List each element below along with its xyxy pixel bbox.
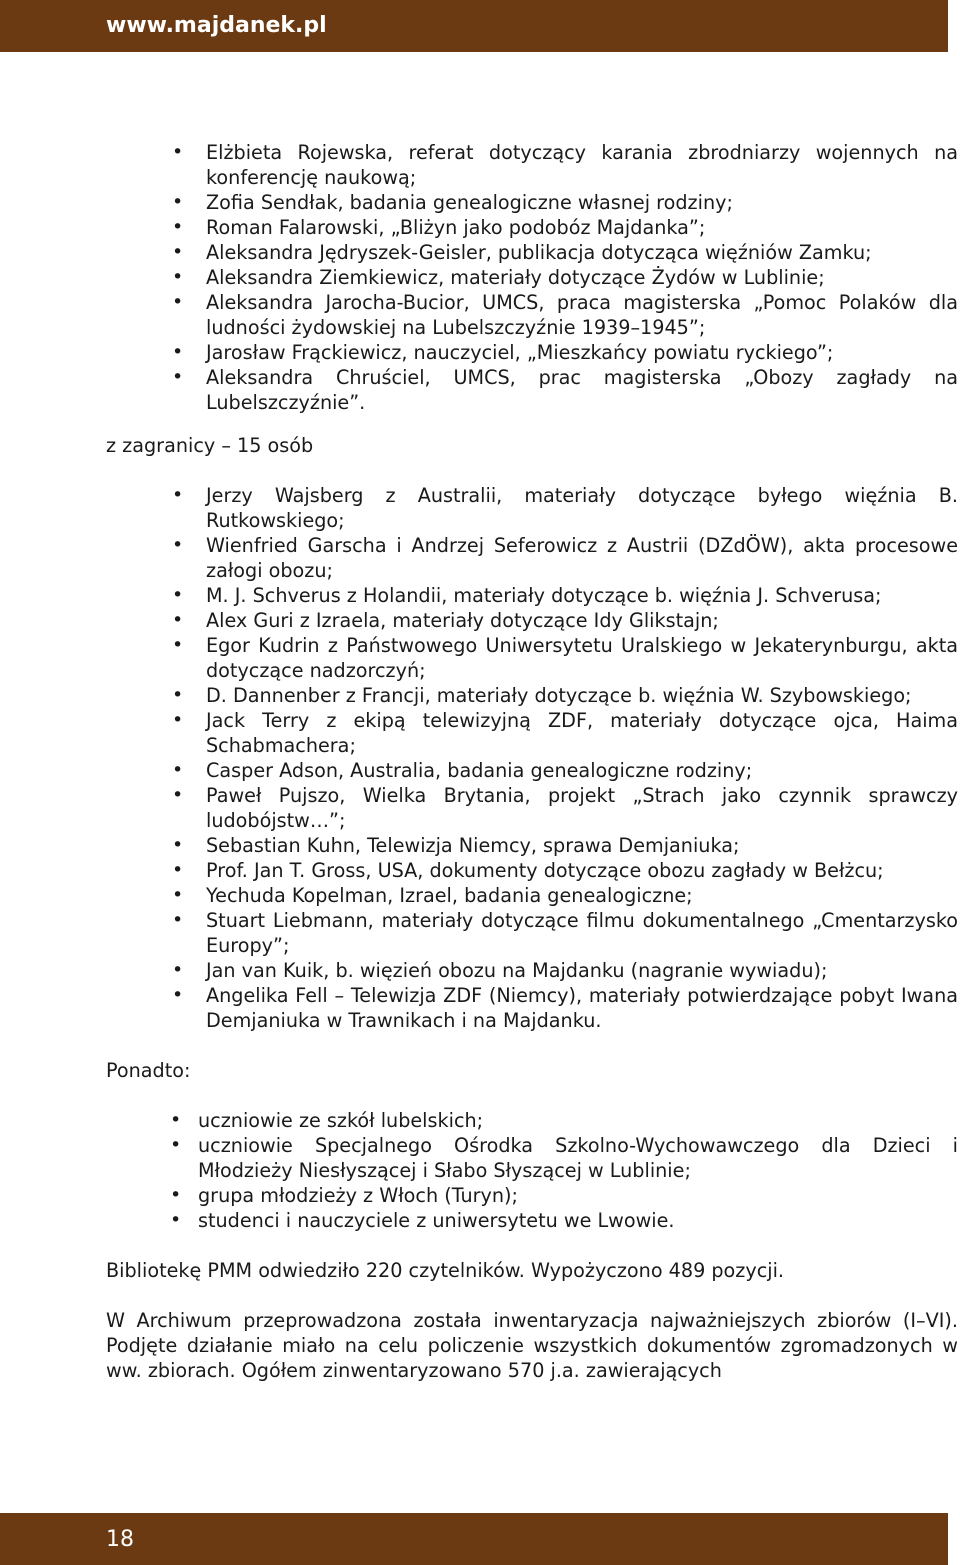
archive-paragraph: W Archiwum przeprowadzona została inwentaryzacja najważniejszych zbiorów (I–VI). Podjęte działanie miało na celu policzenie wszystkich dokumentów zgromadzonych w ww. zbiorach. Ogółem zinwentaryzowano 570 j.a. zawierających (106, 1309, 958, 1382)
list-item: • Aleksandra Jarocha-Bucior, UMCS, praca magisterska „Pomoc Polaków dla ludności żydowskiej na Lubelszczyźnie 1939–1945”; (106, 290, 958, 340)
foreign-researchers-list (106, 483, 958, 1033)
list-item: • uczniowie Specjalnego Ośrodka Szkolno-Wychowawczego dla Dzieci i Młodzieży Niesłyszącej i Słabo Słyszącej w Lublinie; (106, 1133, 958, 1183)
list-item: • uczniowie ze szkół lubelskich; (106, 1108, 958, 1133)
list-item: • Casper Adson, Australia, badania genealogiczne rodziny; (106, 758, 958, 783)
besides-heading: Ponadto: (106, 1059, 191, 1082)
list-item: • Alex Guri z Izraela, materiały dotyczące Idy Glikstajn; (106, 608, 958, 633)
page-content (106, 140, 958, 1383)
list-item: • M. J. Schverus z Holandii, materiały dotyczące b. więźnia J. Schverusa; (106, 583, 958, 608)
page-number: 18 (106, 1527, 134, 1552)
list-item: • Aleksandra Chruściel, UMCS, prac magisterska „Obozy zagłady na Lubelszczyźnie”. (106, 365, 958, 415)
list-item: • Wienfried Garscha i Andrzej Seferowicz z Austrii (DZdÖW), akta procesowe załogi obozu; (106, 533, 958, 583)
list-item: • Zofia Sendłak, badania genealogiczne własnej rodziny; (106, 190, 958, 215)
list-item: • Roman Falarowski, „Bliżyn jako podobóz Majdanka”; (106, 215, 958, 240)
list-item: • Jarosław Frąckiewicz, nauczyciel, „Mieszkańcy powiatu ryckiego”; (106, 340, 958, 365)
list-item: • Elżbieta Rojewska, referat dotyczący karania zbrodniarzy wojennych na konferencję naukową; (106, 140, 958, 190)
list-item: • Aleksandra Jędryszek-Geisler, publikacja dotycząca więźniów Zamku; (106, 240, 958, 265)
other-visitors-list (106, 1108, 958, 1233)
list-item: • Stuart Liebmann, materiały dotyczące filmu dokumentalnego „Cmentarzysko Europy”; (106, 908, 958, 958)
list-item: • Jan van Kuik, b. więzień obozu na Majdanku (nagranie wywiadu); (106, 958, 958, 983)
list-item: • grupa młodzieży z Włoch (Turyn); (106, 1183, 958, 1208)
abroad-heading: z zagranicy – 15 osób (106, 434, 314, 457)
list-item: • Jack Terry z ekipą telewizyjną ZDF, materiały dotyczące ojca, Haima Schabmachera; (106, 708, 958, 758)
site-url-link[interactable]: www.majdanek.pl (106, 13, 327, 38)
list-item: • Aleksandra Ziemkiewicz, materiały dotyczące Żydów w Lublinie; (106, 265, 958, 290)
list-item: • Sebastian Kuhn, Telewizja Niemcy, sprawa Demjaniuka; (106, 833, 958, 858)
list-item: • Yechuda Kopelman, Izrael, badania genealogiczne; (106, 883, 958, 908)
list-item: • D. Dannenber z Francji, materiały dotyczące b. więźnia W. Szybowskiego; (106, 683, 958, 708)
domestic-researchers-list (106, 140, 958, 415)
list-item: • Angelika Fell – Telewizja ZDF (Niemcy), materiały potwierdzające pobyt Iwana Demjaniuka w Trawnikach i na Majdanku. (106, 983, 958, 1033)
list-item: • Paweł Pujszo, Wielka Brytania, projekt „Strach jako czynnik sprawczy ludobójstw…”; (106, 783, 958, 833)
list-item: • Egor Kudrin z Państwowego Uniwersytetu Uralskiego w Jekaterynburgu, akta dotyczące nadzorczyń; (106, 633, 958, 683)
list-item: • studenci i nauczyciele z uniwersytetu we Lwowie. (106, 1208, 958, 1233)
list-item: • Jerzy Wajsberg z Australii, materiały dotyczące byłego więźnia B. Rutkowskiego; (106, 483, 958, 533)
library-paragraph: Bibliotekę PMM odwiedziło 220 czytelników. Wypożyczono 489 pozycji. (106, 1259, 785, 1282)
list-item: • Prof. Jan T. Gross, USA, dokumenty dotyczące obozu zagłady w Bełżcu; (106, 858, 958, 883)
footer-bar (0, 1513, 948, 1565)
header-bar (0, 0, 948, 52)
